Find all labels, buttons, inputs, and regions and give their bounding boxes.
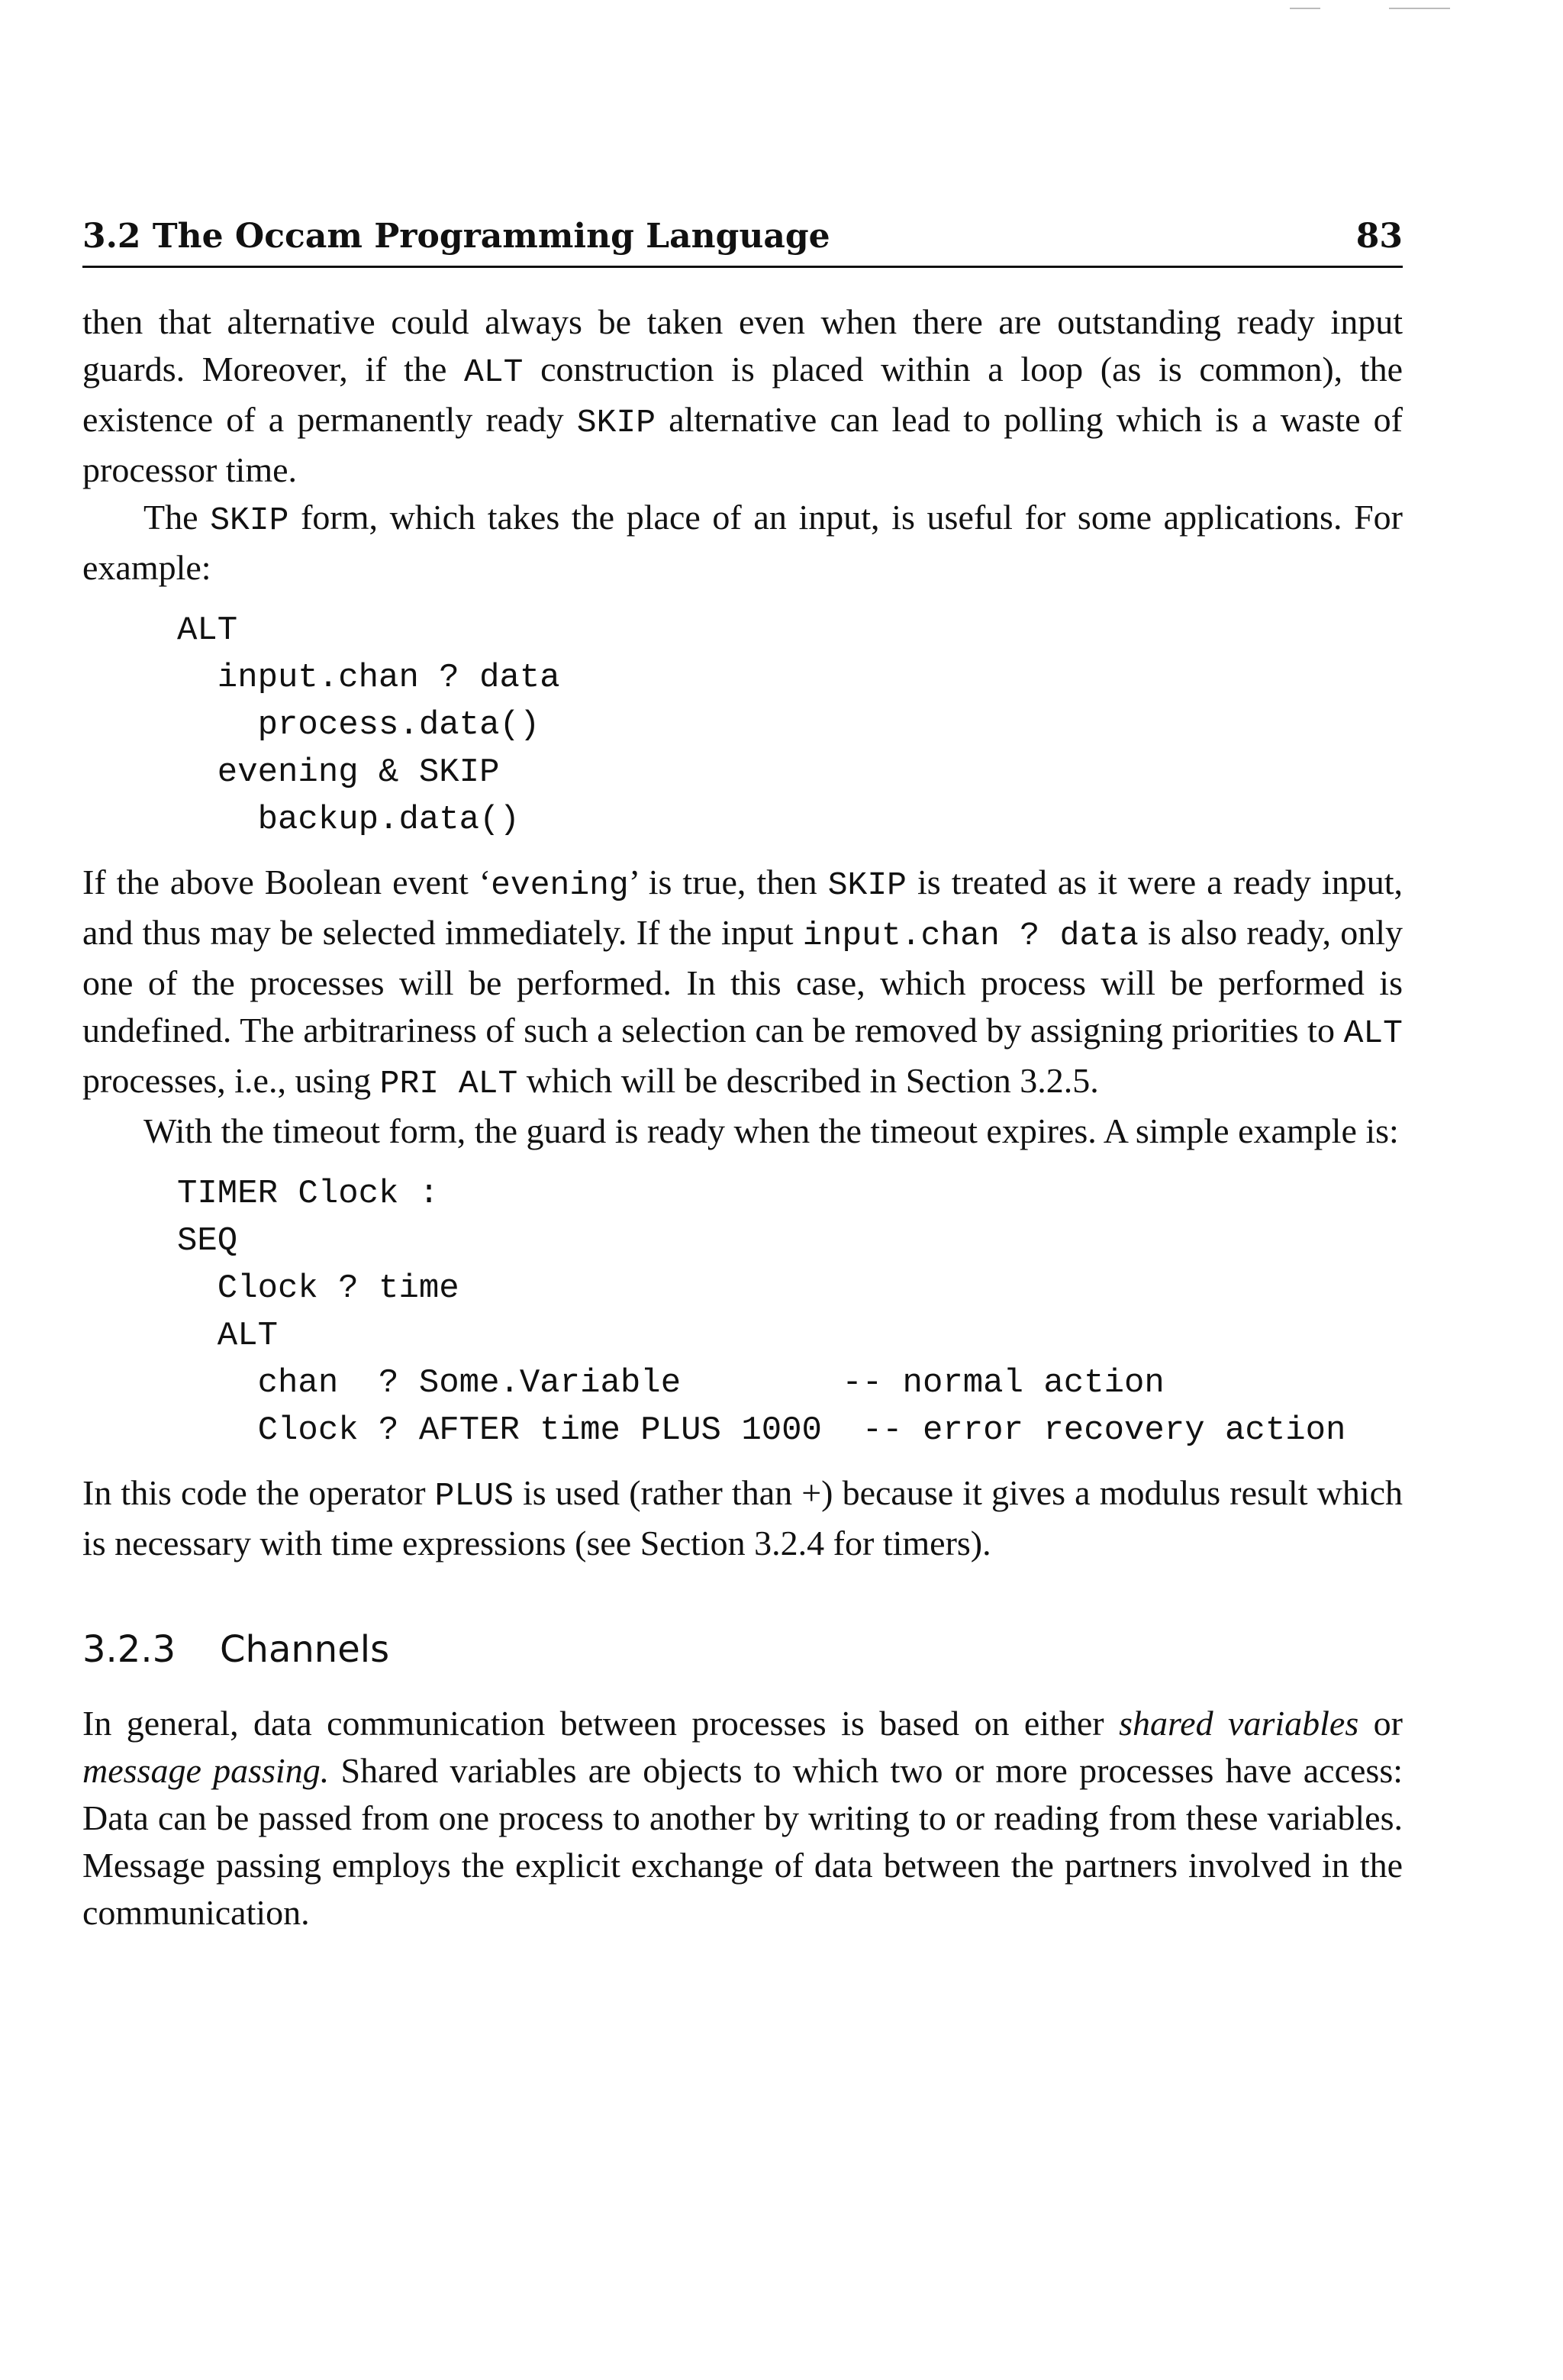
code-line: evening & SKIP — [177, 753, 500, 792]
paragraph-2: The SKIP form, which takes the place of an input, is useful for some applications. For example: — [82, 498, 1403, 587]
page-number: 83 — [1355, 217, 1403, 256]
paragraph-4: With the timeout form, the guard is ready when the timeout expires. A simple example is: — [143, 1111, 1399, 1150]
code-line: ALT — [177, 611, 238, 650]
inline-code: input.chan ? data — [802, 917, 1139, 954]
keyword: SKIP — [827, 866, 907, 904]
keyword: SKIP — [210, 501, 289, 539]
section-number: 3.2.3 — [82, 1628, 176, 1671]
section-title: Channels — [220, 1628, 390, 1671]
code-line: ALT — [177, 1317, 279, 1355]
keyword: PLUS — [434, 1477, 514, 1514]
code-line: TIMER Clock : — [177, 1175, 440, 1213]
emphasis: message passing. — [82, 1751, 330, 1790]
running-head-title: 3.2 The Occam Programming Language — [82, 217, 830, 256]
paragraph-3: If the above Boolean event ‘evening’ is true, then SKIP is treated as it were a ready input, and thus may be selected immediately. If the input input.chan ? data is also ready, only one of the processes will be performed. In this case, which process will be performed is undefined. The arbitrariness of such a selection can be removed by assigning priorities to ALT processes, i.e., using PRI ALT which will be described in Section 3.2.5. — [82, 863, 1403, 1102]
keyword: evening — [491, 866, 629, 904]
code-line: chan ? Some.Variable -- normal action — [177, 1364, 1165, 1402]
paragraph-5: In this code the operator PLUS is used (rather than +) because it gives a modulus result which is necessary with time expressions (see Section 3.2.4 for timers). — [82, 1473, 1403, 1562]
code-line: backup.data() — [177, 801, 520, 839]
keyword: ALT — [1343, 1014, 1403, 1052]
emphasis: shared variables — [1119, 1704, 1359, 1743]
running-head — [82, 212, 1403, 268]
scan-mark-left — [1290, 8, 1320, 9]
code-line: Clock ? time — [177, 1269, 459, 1308]
code-line: SEQ — [177, 1222, 238, 1260]
code-block-alt — [177, 607, 1403, 843]
scan-mark-right — [1389, 8, 1450, 9]
paragraph-6: In general, data communication between processes is based on either shared variables or message passing. Shared variables are objects to which two or more processes have access: Data can be passed from one process to another by writing to or reading from these variables. Message passing employs the explicit exchange of data between the partners involved in the communication. — [82, 1704, 1403, 1932]
keyword: PRI ALT — [379, 1065, 518, 1102]
page — [82, 212, 1403, 1937]
keyword: ALT — [464, 353, 524, 391]
code-block-timer — [177, 1170, 1403, 1454]
paragraph-1: then that alternative could always be taken even when there are outstanding ready input guards. Moreover, if the ALT construction is placed within a loop (as is common), the existence of a permanently ready SKIP alternative can lead to polling which is a waste of processor time. — [82, 302, 1403, 489]
code-line: process.data() — [177, 706, 540, 744]
code-line: Clock ? AFTER time PLUS 1000 -- error recovery action — [177, 1411, 1346, 1450]
keyword: SKIP — [576, 404, 656, 441]
section-heading — [82, 1625, 1403, 1674]
code-line: input.chan ? data — [177, 659, 560, 697]
